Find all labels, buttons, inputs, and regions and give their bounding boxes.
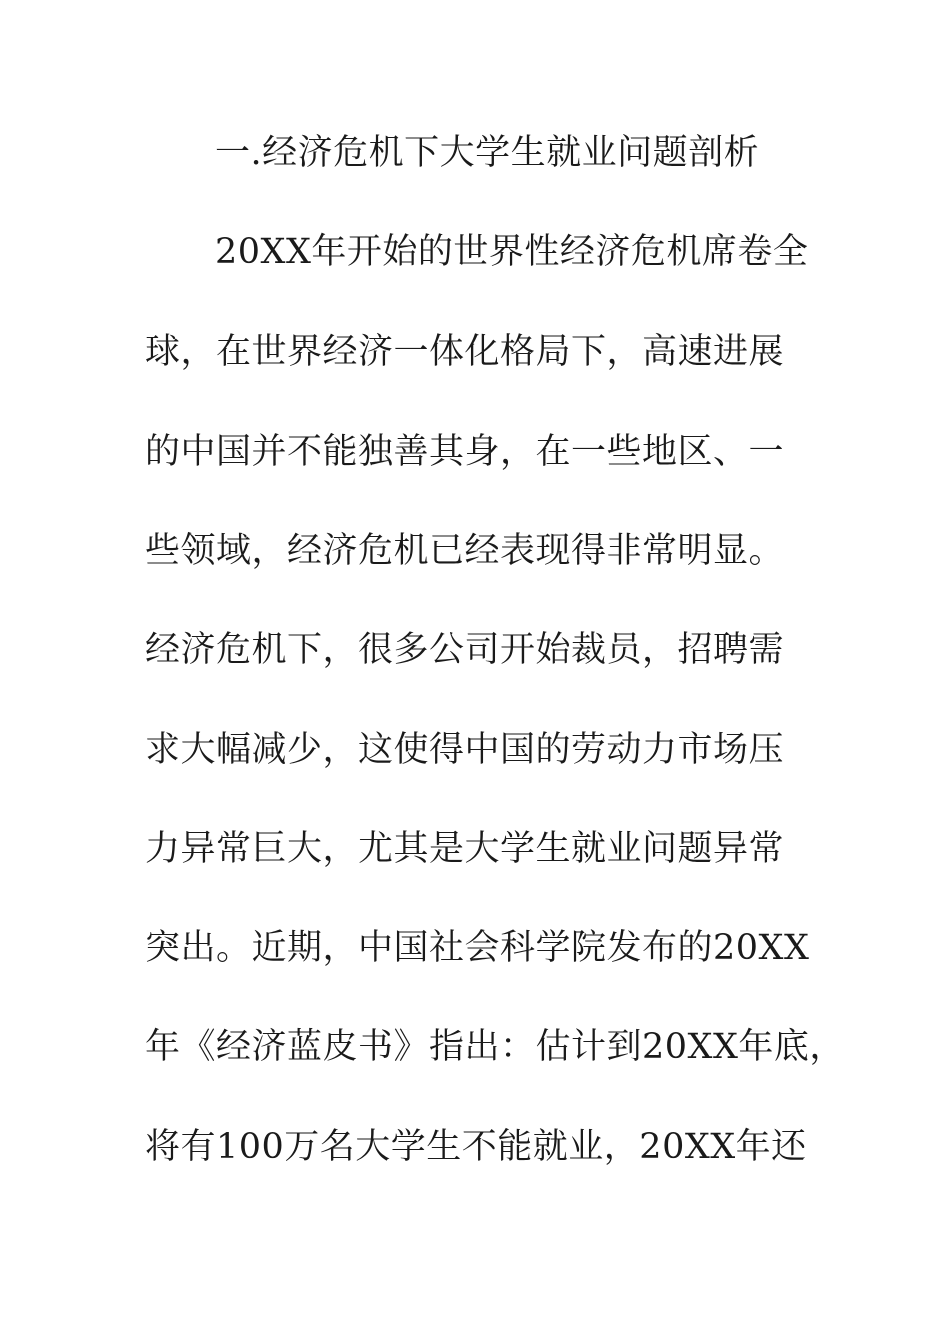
section-heading: 一.经济危机下大学生就业问题剖析 — [215, 133, 760, 173]
paragraph-line: 将有100万名大学生不能就业，20XX年还 — [145, 1127, 807, 1167]
paragraph-line: 球，在世界经济一体化格局下，高速进展 — [145, 332, 785, 372]
paragraph-line: 求大幅减少，这使得中国的劳动力市场压 — [145, 730, 785, 770]
paragraph-line: 突出。近期，中国社会科学院发布的20XX — [145, 928, 810, 968]
paragraph-line: 些领域，经济危机已经表现得非常明显。 — [145, 531, 785, 571]
paragraph-line: 经济危机下，很多公司开始裁员，招聘需 — [145, 630, 785, 670]
paragraph-line: 年《经济蓝皮书》指出：估计到20XX年底， — [145, 1027, 845, 1067]
paragraph-line: 的中国并不能独善其身，在一些地区、一 — [145, 432, 785, 472]
paragraph-line: 20XX年开始的世界性经济危机席卷全 — [215, 232, 809, 272]
paragraph-line: 力异常巨大，尤其是大学生就业问题异常 — [145, 829, 785, 869]
